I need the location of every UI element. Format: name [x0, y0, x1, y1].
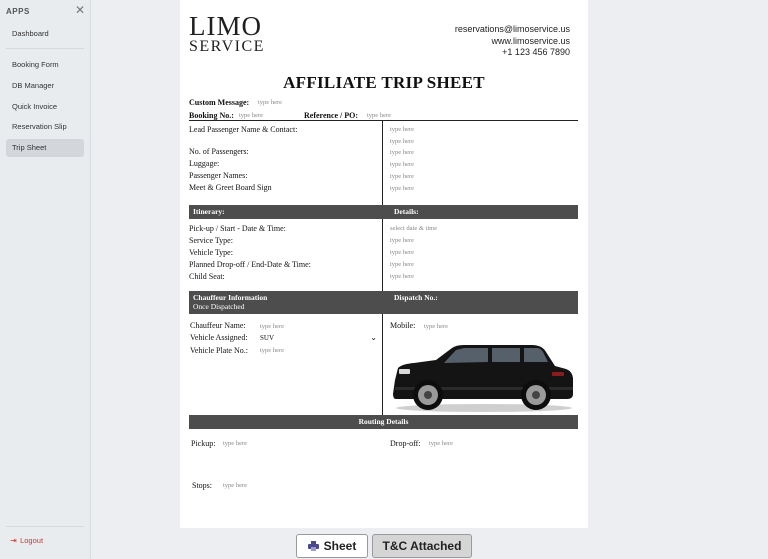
sidebar-item-trip-sheet[interactable]: Trip Sheet — [6, 139, 84, 157]
vehicle-assigned-label: Vehicle Assigned: — [190, 333, 248, 342]
logo-line1: LIMO — [189, 11, 262, 41]
service-type-label: Service Type: — [189, 236, 233, 245]
sidebar — [0, 0, 91, 559]
chauffeur-header-bar — [189, 291, 578, 314]
column-divider — [382, 120, 383, 209]
itinerary-header-bar — [189, 205, 578, 219]
child-seat-input[interactable]: type here — [390, 273, 415, 280]
routing-header-bar — [189, 415, 578, 429]
chauffeur-name-label: Chauffeur Name: — [190, 321, 246, 330]
reference-label: Reference / PO: — [304, 111, 359, 120]
vehicle-assigned-select[interactable] — [260, 334, 379, 345]
booking-no-input[interactable]: type here — [239, 112, 264, 119]
custom-message-label: Custom Message: — [189, 98, 250, 107]
contact-phone: +1 123 456 7890 — [502, 47, 570, 57]
close-icon[interactable]: ✕ — [74, 3, 86, 17]
vehicle-assigned-value: SUV — [260, 334, 275, 342]
dispatch-header: Dispatch No.: — [394, 293, 438, 302]
printer-icon — [308, 541, 319, 551]
custom-message-input[interactable]: type here — [258, 99, 283, 106]
chevron-down-icon: ⌄ — [370, 333, 377, 342]
passenger-names-label: Passenger Names: — [189, 171, 248, 180]
logout-icon: ⇥ — [10, 536, 17, 545]
reference-input[interactable]: type here — [367, 112, 392, 119]
vehicle-plate-input[interactable]: type here — [260, 347, 285, 354]
mobile-label: Mobile: — [390, 321, 416, 330]
meet-greet-label: Meet & Greet Board Sign — [189, 183, 272, 192]
sheet-button-label: Sheet — [323, 539, 357, 553]
tc-attached-label: T&C Attached — [382, 539, 462, 553]
dropoff-input[interactable]: type here — [429, 440, 454, 447]
pickup-datetime-label: Pick-up / Start - Date & Time: — [189, 224, 286, 233]
vehicle-type-input[interactable]: type here — [390, 249, 415, 256]
mobile-input[interactable]: type here — [424, 323, 449, 330]
logo-line2: SERVICE — [189, 38, 265, 55]
vehicle-image — [392, 342, 575, 413]
child-seat-label: Child Seat: — [189, 272, 225, 281]
sidebar-item-db-manager[interactable]: DB Manager — [12, 81, 55, 90]
vehicle-plate-label: Vehicle Plate No.: — [190, 346, 248, 355]
trip-sheet-document — [180, 0, 588, 528]
lead-passenger-input[interactable]: type here — [390, 126, 415, 133]
divider — [189, 120, 578, 121]
sidebar-item-dashboard[interactable]: Dashboard — [12, 29, 49, 38]
sidebar-item-reservation-slip[interactable]: Reservation Slip — [12, 122, 67, 131]
column-divider — [382, 314, 383, 415]
contact-web: www.limoservice.us — [491, 35, 570, 46]
passengers-count-label: No. of Passengers: — [189, 147, 249, 156]
chauffeur-subheader: Once Dispatched — [193, 302, 245, 311]
pickup-datetime-input[interactable]: select date & time — [390, 225, 438, 232]
routing-header: Routing Details — [358, 417, 409, 426]
meet-greet-input[interactable]: type here — [390, 185, 415, 192]
dropoff-datetime-label: Planned Drop-off / End-Date & Time: — [189, 260, 311, 269]
sidebar-item-booking-form[interactable]: Booking Form — [12, 60, 59, 69]
stops-input[interactable]: type here — [223, 482, 248, 489]
luggage-label: Luggage: — [189, 159, 220, 168]
itinerary-header: Itinerary: — [193, 207, 225, 216]
contact-email: reservations@limoservice.us — [454, 24, 570, 34]
luggage-input[interactable]: type here — [390, 161, 415, 168]
column-divider — [382, 219, 383, 291]
vehicle-type-label: Vehicle Type: — [189, 248, 233, 257]
booking-no-label: Booking No.: — [189, 111, 234, 120]
page-title: AFFILIATE TRIP SHEET — [283, 73, 485, 92]
logout-button[interactable] — [10, 536, 43, 545]
sidebar-divider — [6, 48, 84, 49]
chauffeur-header: Chauffeur Information — [193, 293, 268, 302]
sidebar-divider — [6, 526, 84, 527]
chauffeur-name-input[interactable]: type here — [260, 323, 285, 330]
sidebar-item-quick-invoice[interactable]: Quick Invoice — [12, 102, 58, 111]
lead-passenger-contact-input[interactable]: type here — [390, 138, 415, 145]
contact-block — [455, 24, 570, 59]
pickup-label: Pickup: — [191, 439, 216, 448]
dropoff-label: Drop-off: — [390, 439, 421, 448]
sidebar-heading: APPS — [6, 7, 30, 16]
passengers-count-input[interactable]: type here — [390, 149, 415, 156]
pickup-input[interactable]: type here — [223, 440, 248, 447]
stops-label: Stops: — [192, 481, 213, 490]
passenger-names-input[interactable]: type here — [390, 173, 415, 180]
logout-label: Logout — [20, 536, 44, 545]
details-header: Details: — [394, 207, 419, 216]
service-type-input[interactable]: type here — [390, 237, 415, 244]
lead-passenger-label: Lead Passenger Name & Contact: — [189, 125, 298, 134]
tc-attached-button[interactable] — [372, 534, 472, 558]
sheet-button[interactable] — [296, 534, 368, 558]
dropoff-datetime-input[interactable]: type here — [390, 261, 415, 268]
